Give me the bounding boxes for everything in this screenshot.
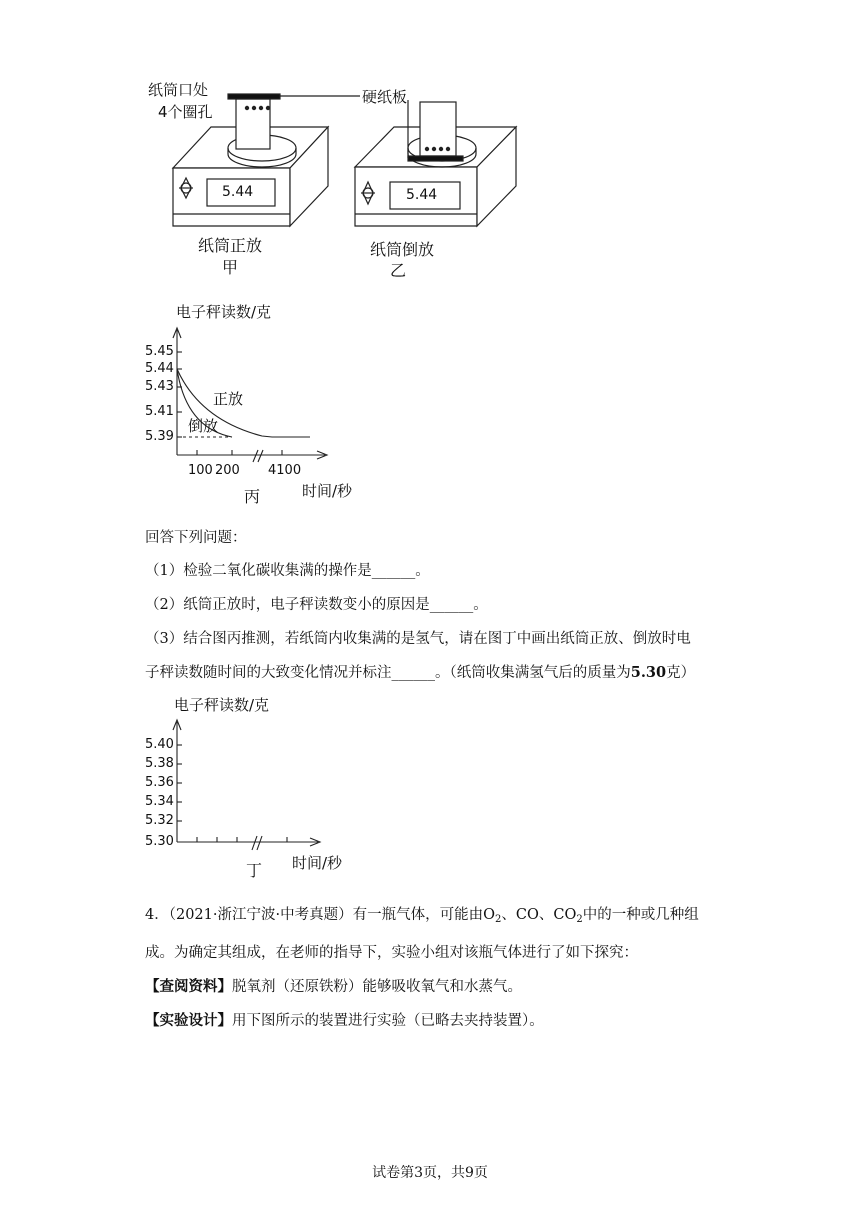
chart-bing-ytick: 5.41 (145, 404, 174, 419)
gas-co2: $CO_2$ (553, 907, 583, 925)
chart-ding-ytick: 5.30 (145, 834, 174, 849)
chart-ding-ytick: 5.32 (145, 813, 174, 828)
chart-bing-ytick: 5.39 (145, 429, 174, 444)
chart-bing-inverted-label: 倒放 (188, 417, 219, 435)
chart-ding-ytick: 5.40 (145, 737, 174, 752)
chart-ding-ytick: 5.34 (145, 794, 174, 809)
chart-ding-ytick: 5.36 (145, 775, 174, 790)
chart-bing-upright-label: 正放 (213, 390, 244, 408)
chart-ding-ylabel: 电子秤读数/克 (174, 696, 270, 714)
scale-yi-reading: 5.44 (406, 187, 438, 203)
design-heading: 【实验设计】 (145, 1012, 232, 1029)
info-heading: 【查阅资料】 (145, 978, 232, 995)
question-3-line1: （3）结合图丙推测，若纸筒内收集满的是氢气，请在图丁中画出纸筒正放、倒放时电 (145, 631, 691, 647)
question-3-line2: 子秤读数随时间的大致变化情况并标注______。（纸筒收集满氢气后的质量为5.30克） (145, 664, 696, 681)
chart-bing-xtick: 200 (215, 463, 240, 478)
label-tube-mouth: 纸筒口处 (148, 81, 209, 99)
question-4-line1: 4．（2021·浙江宁波·中考真题）有一瓶气体，可能由$O_2$、CO、$CO_2$中的一种或几种组 (145, 907, 699, 925)
label-cardboard: 硬纸板 (362, 88, 408, 106)
caption-upright: 纸筒正放 (198, 236, 263, 255)
chart-bing-xtick: 4100 (268, 463, 302, 478)
design-paragraph: 【实验设计】用下图所示的装置进行实验（已略去夹持装置）。 (145, 1012, 544, 1029)
answer-intro: 回答下列问题： (145, 530, 247, 546)
chart-ding-name: 丁 (246, 861, 263, 880)
caption-jia: 甲 (222, 258, 239, 277)
chart-ding-xlabel: 时间/秒 (292, 854, 343, 872)
info-paragraph: 【查阅资料】脱氧剂（还原铁粉）能够吸收氧气和水蒸气。 (145, 978, 522, 995)
chart-bing-ytick: 5.44 (145, 361, 174, 376)
label-four-holes: 4个圈孔 (158, 103, 213, 121)
gas-co: CO (515, 907, 539, 923)
chart-ding-ytick: 5.38 (145, 756, 174, 771)
scale-jia-reading: 5.44 (222, 184, 254, 200)
chart-bing-ytick: 5.43 (145, 379, 174, 394)
question-1: （1）检验二氧化碳收集满的操作是______。 (145, 563, 430, 579)
gas-o2: $O_2$ (483, 907, 502, 925)
chart-bing-xtick: 100 (188, 463, 213, 478)
question-4-line2: 成。为确定其组成，在老师的指导下，实验小组对该瓶气体进行了如下探究： (145, 945, 638, 961)
caption-inverted: 纸筒倒放 (370, 240, 435, 259)
chart-bing-ylabel: 电子秤读数/克 (176, 303, 272, 321)
hydrogen-mass: 5.30 (630, 664, 667, 681)
question-2: （2）纸筒正放时，电子秤读数变小的原因是______。 (145, 597, 488, 613)
caption-yi: 乙 (390, 261, 407, 280)
chart-bing-xlabel: 时间/秒 (302, 482, 353, 500)
chart-bing-name: 丙 (244, 487, 261, 506)
page-footer: 试卷第3页，共9页 (372, 1165, 488, 1181)
chart-bing-ytick: 5.45 (145, 344, 174, 359)
